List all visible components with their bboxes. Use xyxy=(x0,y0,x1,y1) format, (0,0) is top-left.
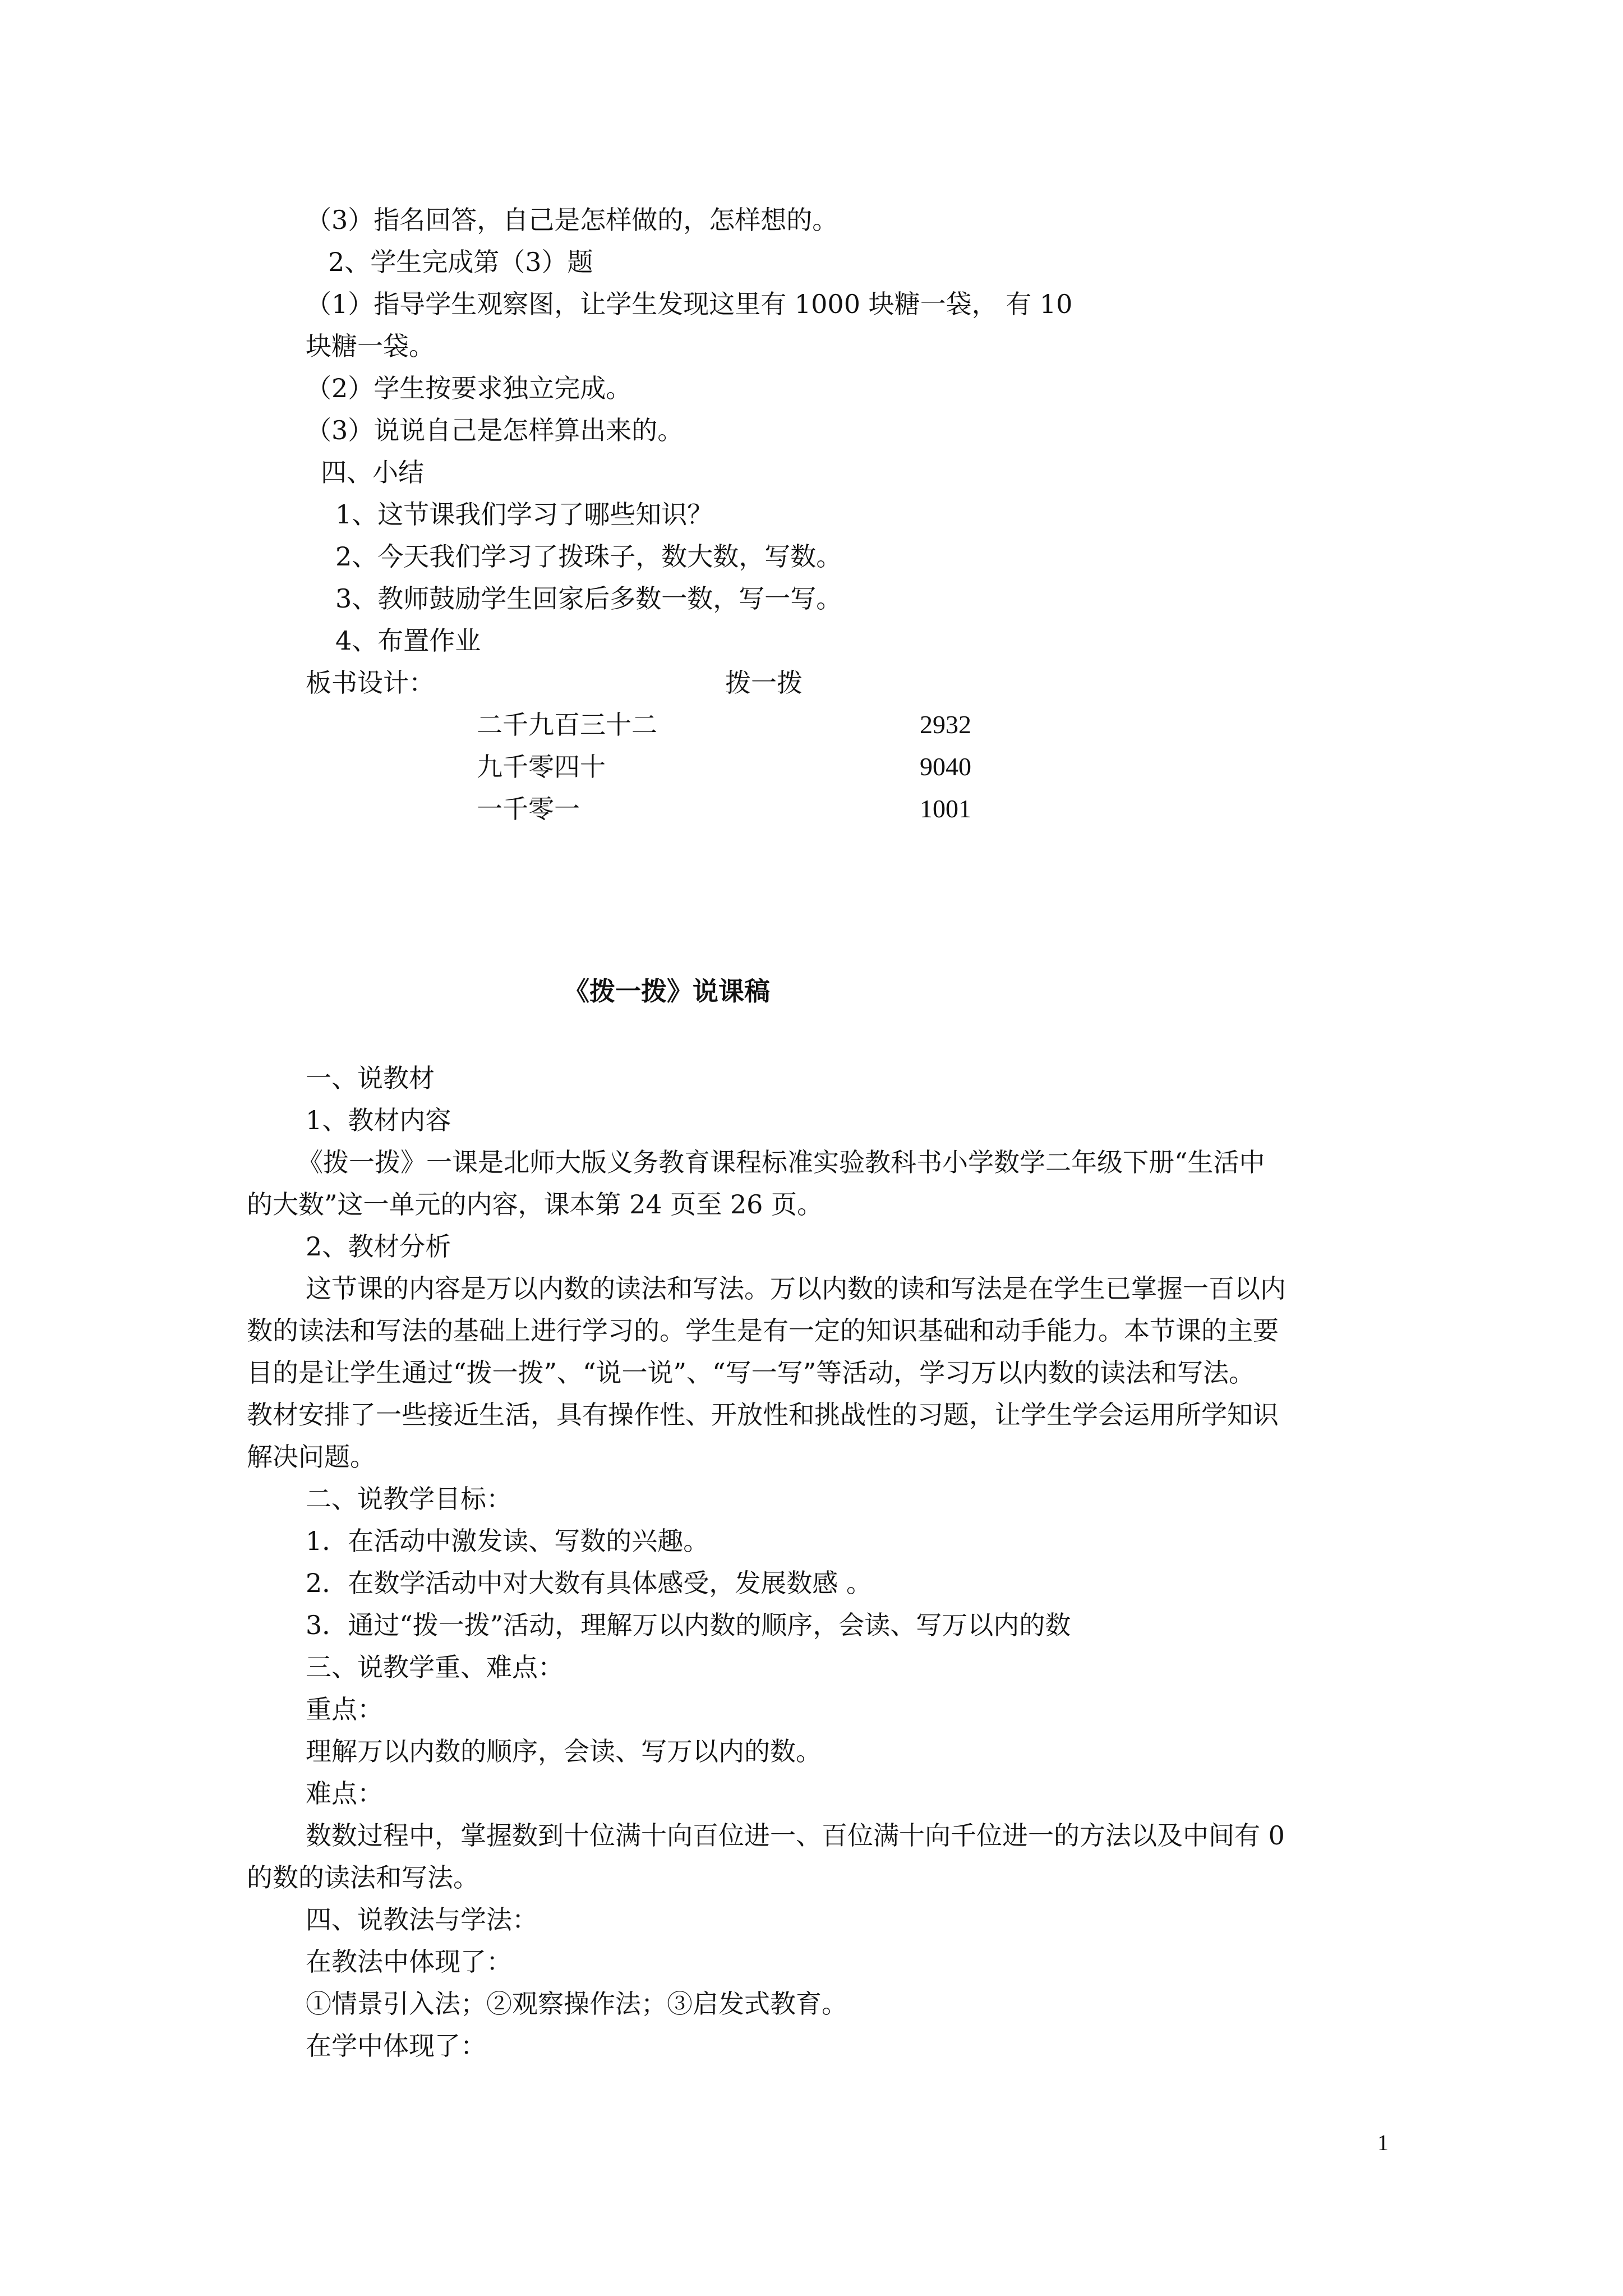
board-design-label: 板书设计： xyxy=(306,668,435,698)
text-line: 2、学生完成第（3）题 xyxy=(328,247,593,277)
text-line: 一、说教材 xyxy=(306,1063,435,1093)
text-line: （1）指导学生观察图，让学生发现这里有 1000 块糖一袋， 有 10 xyxy=(306,289,1073,319)
text-line: 教材安排了一些接近生活，具有操作性、开放性和挑战性的习题，让学生学会运用所学知识 xyxy=(247,1400,1279,1430)
board-design-heading: 拨一拨 xyxy=(725,668,803,698)
text-line: （3）指名回答，自己是怎样做的，怎样想的。 xyxy=(306,205,838,235)
text-line: 在学中体现了： xyxy=(306,2031,486,2061)
text-line: 重点： xyxy=(306,1694,383,1724)
text-line: 1．在活动中激发读、写数的兴趣。 xyxy=(306,1526,709,1556)
text-line: 理解万以内数的顺序，会读、写万以内的数。 xyxy=(306,1736,822,1766)
text-line: ①情景引入法；②观察操作法；③启发式教育。 xyxy=(306,1989,847,2019)
text-line: 解决问题。 xyxy=(247,1442,376,1472)
page-number: 1 xyxy=(1377,2130,1389,2155)
text-line: 2、教材分析 xyxy=(306,1231,451,1262)
board-row-number: 2932 xyxy=(920,710,971,739)
text-line: 的数的读法和写法。 xyxy=(247,1862,479,1893)
text-line: 四、说教法与学法： xyxy=(306,1904,538,1935)
text-line: （2）学生按要求独立完成。 xyxy=(306,373,632,403)
text-line: 3．通过“拨一拨”活动，理解万以内数的顺序，会读、写万以内的数 xyxy=(306,1610,1071,1640)
lesson-title: 《拨一拨》说课稿 xyxy=(564,976,770,1006)
text-line: 数的读法和写法的基础上进行学习的。学生是有一定的知识基础和动手能力。本节课的主要 xyxy=(247,1315,1279,1346)
text-line: 《拨一拨》一课是北师大版义务教育课程标准实验教科书小学数学二年级下册“生活中 xyxy=(297,1147,1265,1177)
text-line: 块糖一袋。 xyxy=(306,331,435,361)
text-line: 1、教材内容 xyxy=(306,1105,451,1135)
text-line: 四、小结 xyxy=(321,457,424,487)
text-line: 数数过程中，掌握数到十位满十向百位进一、百位满十向千位进一的方法以及中间有 0 xyxy=(306,1820,1285,1851)
board-row-number: 1001 xyxy=(920,794,971,823)
board-row-number: 9040 xyxy=(920,752,971,781)
board-row-words: 二千九百三十二 xyxy=(477,710,657,740)
text-line: （3）说说自己是怎样算出来的。 xyxy=(306,415,684,445)
text-line: 三、说教学重、难点： xyxy=(306,1652,564,1682)
text-line: 3、教师鼓励学生回家后多数一数，写一写。 xyxy=(335,583,842,614)
text-line: 1、这节课我们学习了哪些知识？ xyxy=(335,499,713,530)
text-line: 这节课的内容是万以内数的读法和写法。万以内数的读和写法是在学生已掌握一百以内 xyxy=(306,1273,1286,1304)
text-line: 在教法中体现了： xyxy=(306,1947,512,1977)
text-line: 的大数”这一单元的内容，课本第 24 页至 26 页。 xyxy=(247,1189,823,1220)
text-line: 目的是让学生通过“拨一拨”、“说一说”、“写一写”等活动，学习万以内数的读法和写法。 xyxy=(247,1358,1255,1388)
text-line: 难点： xyxy=(306,1778,383,1809)
board-row-words: 九千零四十 xyxy=(477,752,606,782)
text-line: 二、说教学目标： xyxy=(306,1484,512,1514)
text-line: 2．在数学活动中对大数有具体感受，发展数感 。 xyxy=(306,1568,872,1598)
text-line: 2、今天我们学习了拨珠子，数大数，写数。 xyxy=(335,541,842,572)
text-line: 4、布置作业 xyxy=(335,625,481,656)
board-row-words: 一千零一 xyxy=(477,794,580,824)
